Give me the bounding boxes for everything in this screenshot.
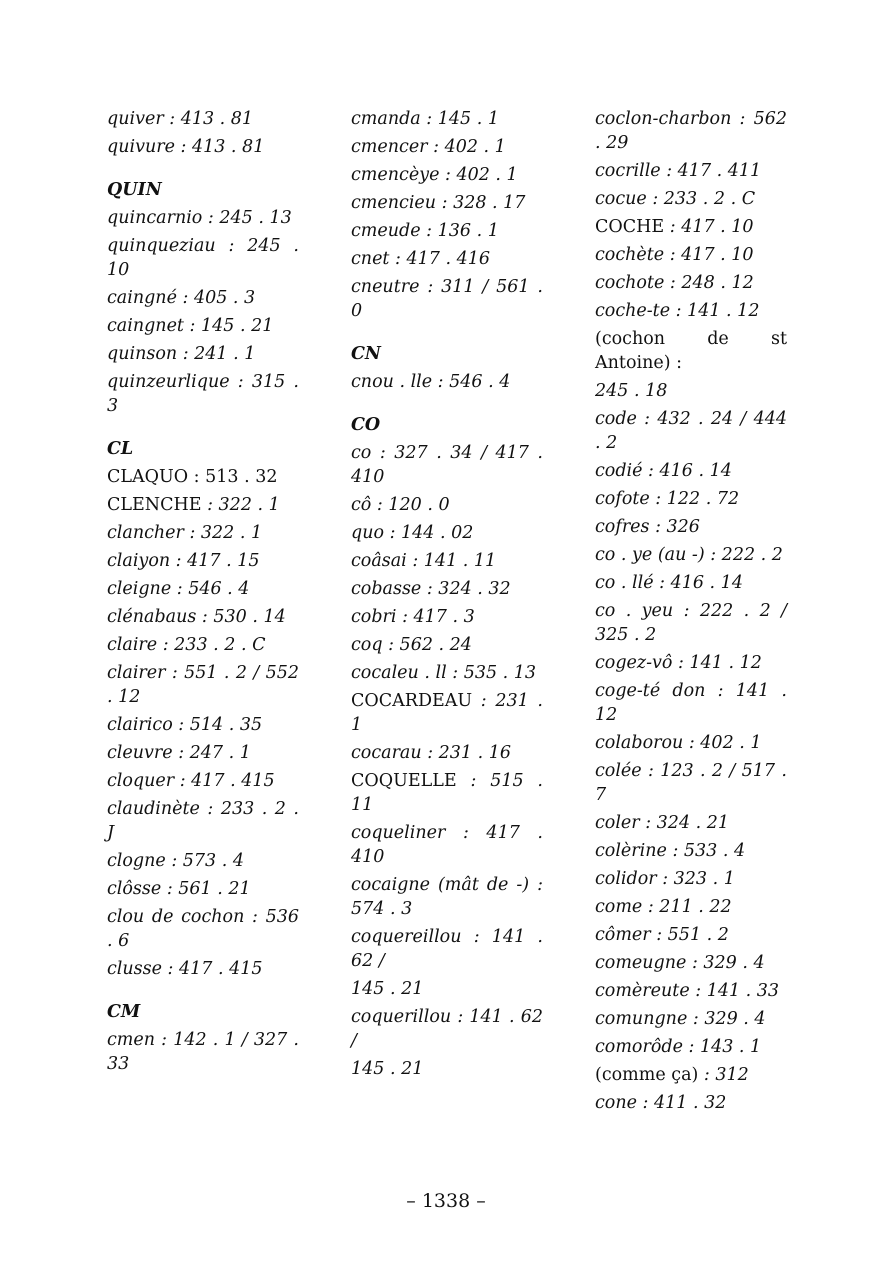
index-entry bbox=[595, 159, 787, 183]
index-entry bbox=[107, 107, 299, 131]
index-entry bbox=[107, 661, 299, 709]
entry-text: cone : 411 . 32 bbox=[595, 1093, 727, 1113]
entry-text: cochote : 248 . 12 bbox=[595, 273, 754, 293]
entry-text: cloquer : 417 . 415 bbox=[107, 771, 275, 791]
index-entry bbox=[107, 521, 299, 545]
entry-text: clou de cochon : 536 . 6 bbox=[107, 907, 299, 951]
entry-text: cocrille : 417 . 411 bbox=[595, 161, 762, 181]
index-entry bbox=[351, 219, 543, 243]
entry-text: claire : 233 . 2 . C bbox=[107, 635, 266, 655]
entry-text: coclon-charbon : 562 . 29 bbox=[595, 109, 787, 153]
entry-text: cmanda : 145 . 1 bbox=[351, 109, 499, 129]
entry-text: colée : 123 . 2 / 517 . 7 bbox=[595, 761, 787, 805]
index-entry bbox=[351, 549, 543, 573]
entry-text: cômer : 551 . 2 bbox=[595, 925, 729, 945]
index-entry bbox=[595, 951, 787, 975]
section-heading: CL bbox=[107, 439, 134, 459]
index-entry bbox=[595, 571, 787, 595]
entry-text: cmencieu : 328 . 17 bbox=[351, 193, 526, 213]
entry-text: : 515 . 11 bbox=[351, 771, 543, 815]
index-entry bbox=[351, 135, 543, 159]
index-entry bbox=[595, 459, 787, 483]
index-entry bbox=[107, 206, 299, 230]
index-entry bbox=[351, 275, 543, 323]
entry-text: COQUELLE bbox=[351, 771, 457, 791]
index-entry bbox=[107, 957, 299, 981]
entry-text: cofres : 326 bbox=[595, 517, 700, 537]
entry-text: coquerillou : 141 . 62 / bbox=[351, 1007, 543, 1051]
index-entry bbox=[107, 549, 299, 573]
index-entry bbox=[107, 741, 299, 765]
index-entry bbox=[595, 731, 787, 755]
entry-text: quinzeurlique : 315 . 3 bbox=[107, 372, 299, 416]
index-entry bbox=[351, 689, 543, 737]
entry-text: clairer : 551 . 2 / 552 . 12 bbox=[107, 663, 299, 707]
entry-text: cocarau : 231 . 16 bbox=[351, 743, 512, 763]
entry-text: CLAQUO : 513 . 32 bbox=[107, 467, 278, 487]
entry-text: cmeude : 136 . 1 bbox=[351, 221, 499, 241]
entry-text: co . yeu : 222 . 2 / 325 . 2 bbox=[595, 601, 787, 645]
index-entry bbox=[351, 925, 543, 973]
entry-text: cogez-vô : 141 . 12 bbox=[595, 653, 762, 673]
section-heading: CM bbox=[107, 1002, 141, 1022]
entry-text: cneutre : 311 / 561 . 0 bbox=[351, 277, 543, 321]
entry-text: quo : 144 . 02 bbox=[351, 523, 474, 543]
index-entry bbox=[107, 493, 299, 517]
entry-text: colèrine : 533 . 4 bbox=[595, 841, 746, 861]
entry-text: cobasse : 324 . 32 bbox=[351, 579, 511, 599]
entry-text: comorôde : 143 . 1 bbox=[595, 1037, 762, 1057]
entry-text: clogne : 573 . 4 bbox=[107, 851, 245, 871]
entry-text: clénabaus : 530 . 14 bbox=[107, 607, 286, 627]
entry-text: (comme ça) bbox=[595, 1065, 699, 1085]
index-entry bbox=[107, 135, 299, 159]
index-entry bbox=[351, 107, 543, 131]
entry-text: cocue : 233 . 2 . C bbox=[595, 189, 756, 209]
entry-text: co : 327 . 34 / 417 . 410 bbox=[351, 443, 543, 487]
index-entry bbox=[595, 867, 787, 891]
index-entry bbox=[595, 271, 787, 295]
index-entry bbox=[107, 314, 299, 338]
entry-text: coler : 324 . 21 bbox=[595, 813, 730, 833]
index-entry bbox=[595, 327, 787, 375]
entry-text: colaborou : 402 . 1 bbox=[595, 733, 762, 753]
section-heading: CN bbox=[351, 344, 381, 364]
entry-text: cofote : 122 . 72 bbox=[595, 489, 740, 509]
index-column-1 bbox=[107, 107, 299, 1080]
entry-text: comèreute : 141 . 33 bbox=[595, 981, 780, 1001]
index-entry bbox=[595, 1035, 787, 1059]
entry-text: cocaleu . ll : 535 . 13 bbox=[351, 663, 537, 683]
index-entry bbox=[107, 234, 299, 282]
entry-text: co . llé : 416 . 14 bbox=[595, 573, 743, 593]
index-entry bbox=[595, 679, 787, 727]
index-entry bbox=[595, 515, 787, 539]
index-entry bbox=[351, 521, 543, 545]
entry-text: : 417 . 10 bbox=[664, 217, 754, 237]
entry-text: quinson : 241 . 1 bbox=[107, 344, 256, 364]
entry-text: cochète : 417 . 10 bbox=[595, 245, 754, 265]
index-entry bbox=[595, 1007, 787, 1031]
entry-text: come : 211 . 22 bbox=[595, 897, 732, 917]
index-entry bbox=[107, 286, 299, 310]
index-entry bbox=[595, 599, 787, 647]
entry-text: : 322 . 1 bbox=[201, 495, 280, 515]
index-entry bbox=[595, 543, 787, 567]
index-entry bbox=[107, 1028, 299, 1076]
entry-text: cocaigne (mât de -) : 574 . 3 bbox=[351, 875, 543, 919]
index-entry bbox=[351, 741, 543, 765]
entry-text: cnet : 417 . 416 bbox=[351, 249, 490, 269]
index-entry bbox=[595, 379, 787, 403]
entry-text: : 312 bbox=[698, 1065, 749, 1085]
index-entry bbox=[107, 769, 299, 793]
index-entry bbox=[107, 342, 299, 366]
entry-text: coqueliner : 417 . 410 bbox=[351, 823, 543, 867]
entry-text: : 231 . 1 bbox=[351, 691, 543, 735]
index-entry bbox=[107, 905, 299, 953]
entry-text: clairico : 514 . 35 bbox=[107, 715, 263, 735]
entry-text: coge-té don : 141 . 12 bbox=[595, 681, 787, 725]
index-entry bbox=[595, 299, 787, 323]
index-entry bbox=[595, 487, 787, 511]
index-entry bbox=[351, 977, 543, 1001]
index-entry bbox=[351, 1057, 543, 1081]
entry-text: codié : 416 . 14 bbox=[595, 461, 732, 481]
entry-text: quincarnio : 245 . 13 bbox=[107, 208, 292, 228]
entry-text: quivure : 413 . 81 bbox=[107, 137, 265, 157]
page-number: – 1338 – bbox=[406, 1190, 486, 1212]
entry-text: clusse : 417 . 415 bbox=[107, 959, 263, 979]
index-entry bbox=[595, 651, 787, 675]
entry-text: co . ye (au -) : 222 . 2 bbox=[595, 545, 783, 565]
entry-text: cmencer : 402 . 1 bbox=[351, 137, 506, 157]
entry-text: cleuvre : 247 . 1 bbox=[107, 743, 251, 763]
entry-text: coq : 562 . 24 bbox=[351, 635, 472, 655]
entry-text: comeugne : 329 . 4 bbox=[595, 953, 765, 973]
entry-text: cobri : 417 . 3 bbox=[351, 607, 475, 627]
index-entry bbox=[107, 877, 299, 901]
index-entry bbox=[351, 493, 543, 517]
entry-text: code : 432 . 24 / 444 . 2 bbox=[595, 409, 787, 453]
index-entry bbox=[351, 1005, 543, 1053]
entry-text: quiver : 413 . 81 bbox=[107, 109, 254, 129]
entry-text: 245 . 18 bbox=[595, 381, 668, 401]
index-entry bbox=[351, 577, 543, 601]
index-column-2 bbox=[351, 107, 543, 1085]
entry-text: cmen : 142 . 1 / 327 . 33 bbox=[107, 1030, 299, 1074]
entry-text: CLENCHE bbox=[107, 495, 202, 515]
index-entry bbox=[351, 370, 543, 394]
index-entry bbox=[595, 187, 787, 211]
entry-text: clancher : 322 . 1 bbox=[107, 523, 263, 543]
entry-text: coâsai : 141 . 11 bbox=[351, 551, 497, 571]
index-entry bbox=[595, 811, 787, 835]
index-entry bbox=[595, 923, 787, 947]
index-entry bbox=[595, 979, 787, 1003]
entry-text: cmencèye : 402 . 1 bbox=[351, 165, 518, 185]
index-entry bbox=[107, 370, 299, 418]
index-entry bbox=[351, 441, 543, 489]
entry-text: caingné : 405 . 3 bbox=[107, 288, 256, 308]
section-heading: QUIN bbox=[107, 180, 162, 200]
index-entry bbox=[595, 839, 787, 863]
entry-text: clôsse : 561 . 21 bbox=[107, 879, 251, 899]
index-entry bbox=[107, 605, 299, 629]
index-entry bbox=[595, 215, 787, 239]
entry-text: cleigne : 546 . 4 bbox=[107, 579, 250, 599]
entry-text: (cochon de st Antoine) : bbox=[595, 329, 787, 373]
index-entry bbox=[351, 191, 543, 215]
index-entry bbox=[107, 713, 299, 737]
entry-text: COCARDEAU bbox=[351, 691, 473, 711]
entry-text: claudinète : 233 . 2 . J bbox=[107, 799, 299, 843]
index-entry bbox=[595, 759, 787, 807]
index-entry bbox=[107, 849, 299, 873]
index-entry bbox=[351, 821, 543, 869]
index-entry bbox=[351, 605, 543, 629]
index-entry bbox=[351, 247, 543, 271]
index-entry bbox=[107, 797, 299, 845]
entry-text: coche-te : 141 . 12 bbox=[595, 301, 760, 321]
index-entry bbox=[351, 633, 543, 657]
entry-text: cô : 120 . 0 bbox=[351, 495, 450, 515]
entry-text: quinqueziau : 245 . 10 bbox=[107, 236, 299, 280]
index-entry bbox=[595, 1063, 787, 1087]
index-entry bbox=[595, 107, 787, 155]
index-entry bbox=[351, 769, 543, 817]
index-entry bbox=[107, 465, 299, 489]
entry-text: 145 . 21 bbox=[351, 1059, 424, 1079]
index-entry bbox=[107, 577, 299, 601]
entry-text: caingnet : 145 . 21 bbox=[107, 316, 274, 336]
index-entry bbox=[107, 633, 299, 657]
entry-text: 145 . 21 bbox=[351, 979, 424, 999]
index-entry bbox=[595, 243, 787, 267]
entry-text: claiyon : 417 . 15 bbox=[107, 551, 260, 571]
section-heading: CO bbox=[351, 415, 381, 435]
entry-text: coquereillou : 141 . 62 / bbox=[351, 927, 543, 971]
entry-text: colidor : 323 . 1 bbox=[595, 869, 735, 889]
index-entry bbox=[351, 661, 543, 685]
index-entry bbox=[595, 1091, 787, 1115]
index-entry bbox=[595, 895, 787, 919]
entry-text: cnou . lle : 546 . 4 bbox=[351, 372, 511, 392]
entry-text: comungne : 329 . 4 bbox=[595, 1009, 766, 1029]
index-entry bbox=[351, 873, 543, 921]
index-entry bbox=[595, 407, 787, 455]
entry-text: COCHE bbox=[595, 217, 665, 237]
index-entry bbox=[351, 163, 543, 187]
index-column-3 bbox=[595, 107, 787, 1119]
